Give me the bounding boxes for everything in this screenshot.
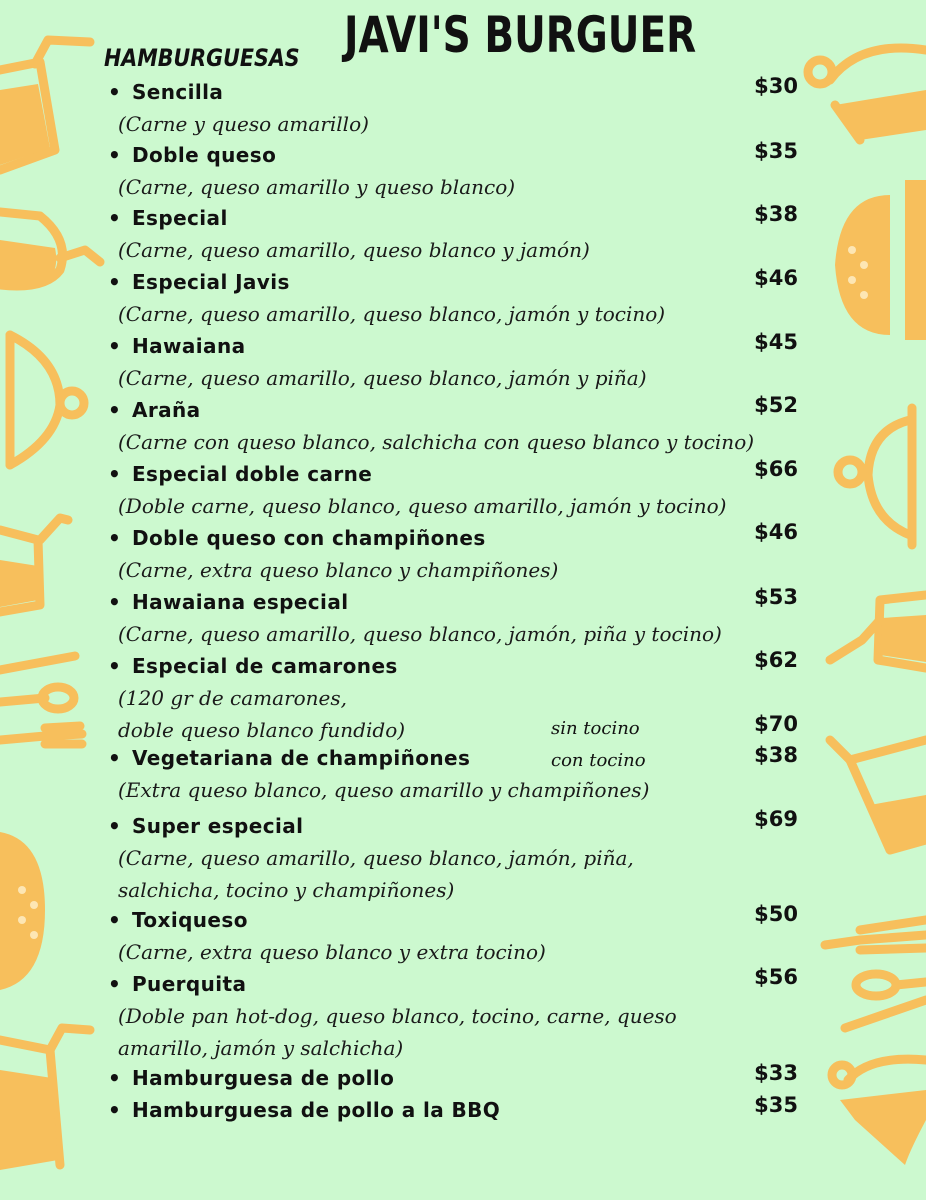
burger-icon: [0, 832, 45, 990]
burger-icon: [835, 180, 926, 340]
menu-item-price: $46: [754, 266, 798, 290]
menu-item-name: Hamburguesa de pollo: [132, 1066, 395, 1090]
menu-item: [108, 80, 223, 104]
menu-item-price: $53: [754, 585, 798, 609]
menu-item-description: (Carne, queso amarillo, queso blanco y jamón): [118, 238, 590, 262]
menu-item-description: (120 gr de camarones,: [118, 686, 348, 710]
cloche-icon: [10, 335, 84, 465]
menu-item-price: $38: [754, 202, 798, 226]
option-label: con tocino: [551, 750, 646, 771]
menu-item-description: (Doble pan hot-dog, queso blanco, tocino, carne, queso: [118, 1004, 677, 1028]
menu-item-name: Especial: [132, 206, 228, 230]
bullet-icon: •: [108, 654, 122, 678]
bullet-icon: •: [108, 80, 122, 104]
menu-item-name: Toxiqueso: [132, 908, 248, 932]
bullet-icon: •: [108, 334, 122, 358]
bullet-icon: •: [108, 398, 122, 422]
drink-icon: [830, 740, 926, 850]
menu-item-price: $66: [754, 457, 798, 481]
bullet-icon: •: [108, 908, 122, 932]
menu-item-price: $46: [754, 520, 798, 544]
drink-icon: [0, 1028, 90, 1170]
bullet-icon: •: [108, 590, 122, 614]
bullet-icon: •: [108, 972, 122, 996]
bullet-icon: •: [108, 206, 122, 230]
menu-item: [108, 972, 246, 996]
menu-item-price: $69: [754, 807, 798, 831]
menu-item: [108, 814, 303, 838]
menu-item-name: Especial Javis: [132, 270, 290, 294]
menu-item: [108, 143, 276, 167]
bullet-icon: •: [108, 814, 122, 838]
menu-item-price: $56: [754, 965, 798, 989]
menu-item-price: $30: [754, 74, 798, 98]
drink-icon: [0, 40, 90, 170]
menu-item-name: Especial de camarones: [132, 654, 398, 678]
menu-item-description: (Carne, queso amarillo, queso blanco, jamón, piña,: [118, 846, 634, 870]
menu-item-price: $38: [754, 743, 798, 767]
section-heading: HAMBURGUESAS: [104, 44, 300, 72]
menu-item-name: Puerquita: [132, 972, 247, 996]
menu-item-description: doble queso blanco fundido): [118, 718, 406, 742]
menu-item: [108, 908, 248, 932]
menu-item-name: Vegetariana de champiñones: [132, 746, 471, 770]
menu-item-description: (Carne y queso amarillo): [118, 112, 369, 136]
menu-item: [108, 270, 290, 294]
menu-item-description: (Carne, queso amarillo, queso blanco, jamón, piña y tocino): [118, 622, 722, 646]
menu-item-name: Sencilla: [132, 80, 224, 104]
bullet-icon: •: [108, 1098, 122, 1122]
menu-item: [108, 590, 348, 614]
menu-item-description: (Extra queso blanco, queso amarillo y champiñones): [118, 778, 650, 802]
menu-item-description: (Carne, queso amarillo, queso blanco, jamón y tocino): [118, 302, 666, 326]
drink-icon: [830, 595, 926, 668]
menu-item-name: Doble queso: [132, 143, 277, 167]
bullet-icon: •: [108, 270, 122, 294]
bullet-icon: •: [108, 526, 122, 550]
menu-item-price: $45: [754, 330, 798, 354]
menu-item-price: $50: [754, 902, 798, 926]
menu-item-description: (Carne, queso amarillo, queso blanco, jamón y piña): [118, 366, 647, 390]
fork-spoon-knife-icon: [0, 656, 82, 744]
fork-spoon-knife-icon: [825, 920, 926, 1028]
menu-item-description: amarillo, jamón y salchicha): [118, 1036, 404, 1060]
menu-item: [108, 746, 470, 770]
menu-item: [108, 1098, 500, 1122]
bullet-icon: •: [108, 462, 122, 486]
bullet-icon: •: [108, 1066, 122, 1090]
menu-item-description: (Carne, extra queso blanco y champiñones): [118, 558, 559, 582]
menu-item-price: $35: [754, 139, 798, 163]
menu-item-name: Super especial: [132, 814, 304, 838]
menu-item-description: salchicha, tocino y champiñones): [118, 878, 455, 902]
option-price: $70: [754, 712, 798, 736]
bullet-icon: •: [108, 143, 122, 167]
menu-item: [108, 526, 486, 550]
menu-item: [108, 206, 228, 230]
menu-item: [108, 1066, 394, 1090]
menu-item-price: $62: [754, 648, 798, 672]
menu-item-name: Hawaiana especial: [132, 590, 349, 614]
menu-item-price: $35: [754, 1093, 798, 1117]
menu-item: [108, 462, 372, 486]
menu-item-description: (Doble carne, queso blanco, queso amarillo, jamón y tocino): [118, 494, 727, 518]
menu-item-name: Doble queso con champiñones: [132, 526, 486, 550]
menu-item-price: $52: [754, 393, 798, 417]
menu-item-name: Hawaiana: [132, 334, 246, 358]
menu-item-description: (Carne, queso amarillo y queso blanco): [118, 175, 516, 199]
ice-cream-icon: [832, 1059, 926, 1165]
menu-item-description: (Carne con queso blanco, salchicha con queso blanco y tocino): [118, 430, 755, 454]
menu-item: [108, 398, 201, 422]
menu-item-name: Hamburguesa de pollo a la BBQ: [132, 1098, 501, 1122]
menu-item-price: $33: [754, 1061, 798, 1085]
menu-item-description: (Carne, extra queso blanco y extra tocino): [118, 940, 546, 964]
mouse-icon: [0, 212, 100, 287]
cloche-icon: [838, 408, 912, 545]
ice-cream-icon: [808, 48, 926, 140]
bullet-icon: •: [108, 746, 122, 770]
menu-item-name: Especial doble carne: [132, 462, 373, 486]
menu-item-name: Araña: [132, 398, 201, 422]
restaurant-title: JAVI'S BURGUER: [344, 6, 697, 64]
option-label: sin tocino: [551, 718, 640, 739]
menu-item: [108, 654, 398, 678]
drink-icon: [0, 518, 68, 612]
menu-item: [108, 334, 246, 358]
